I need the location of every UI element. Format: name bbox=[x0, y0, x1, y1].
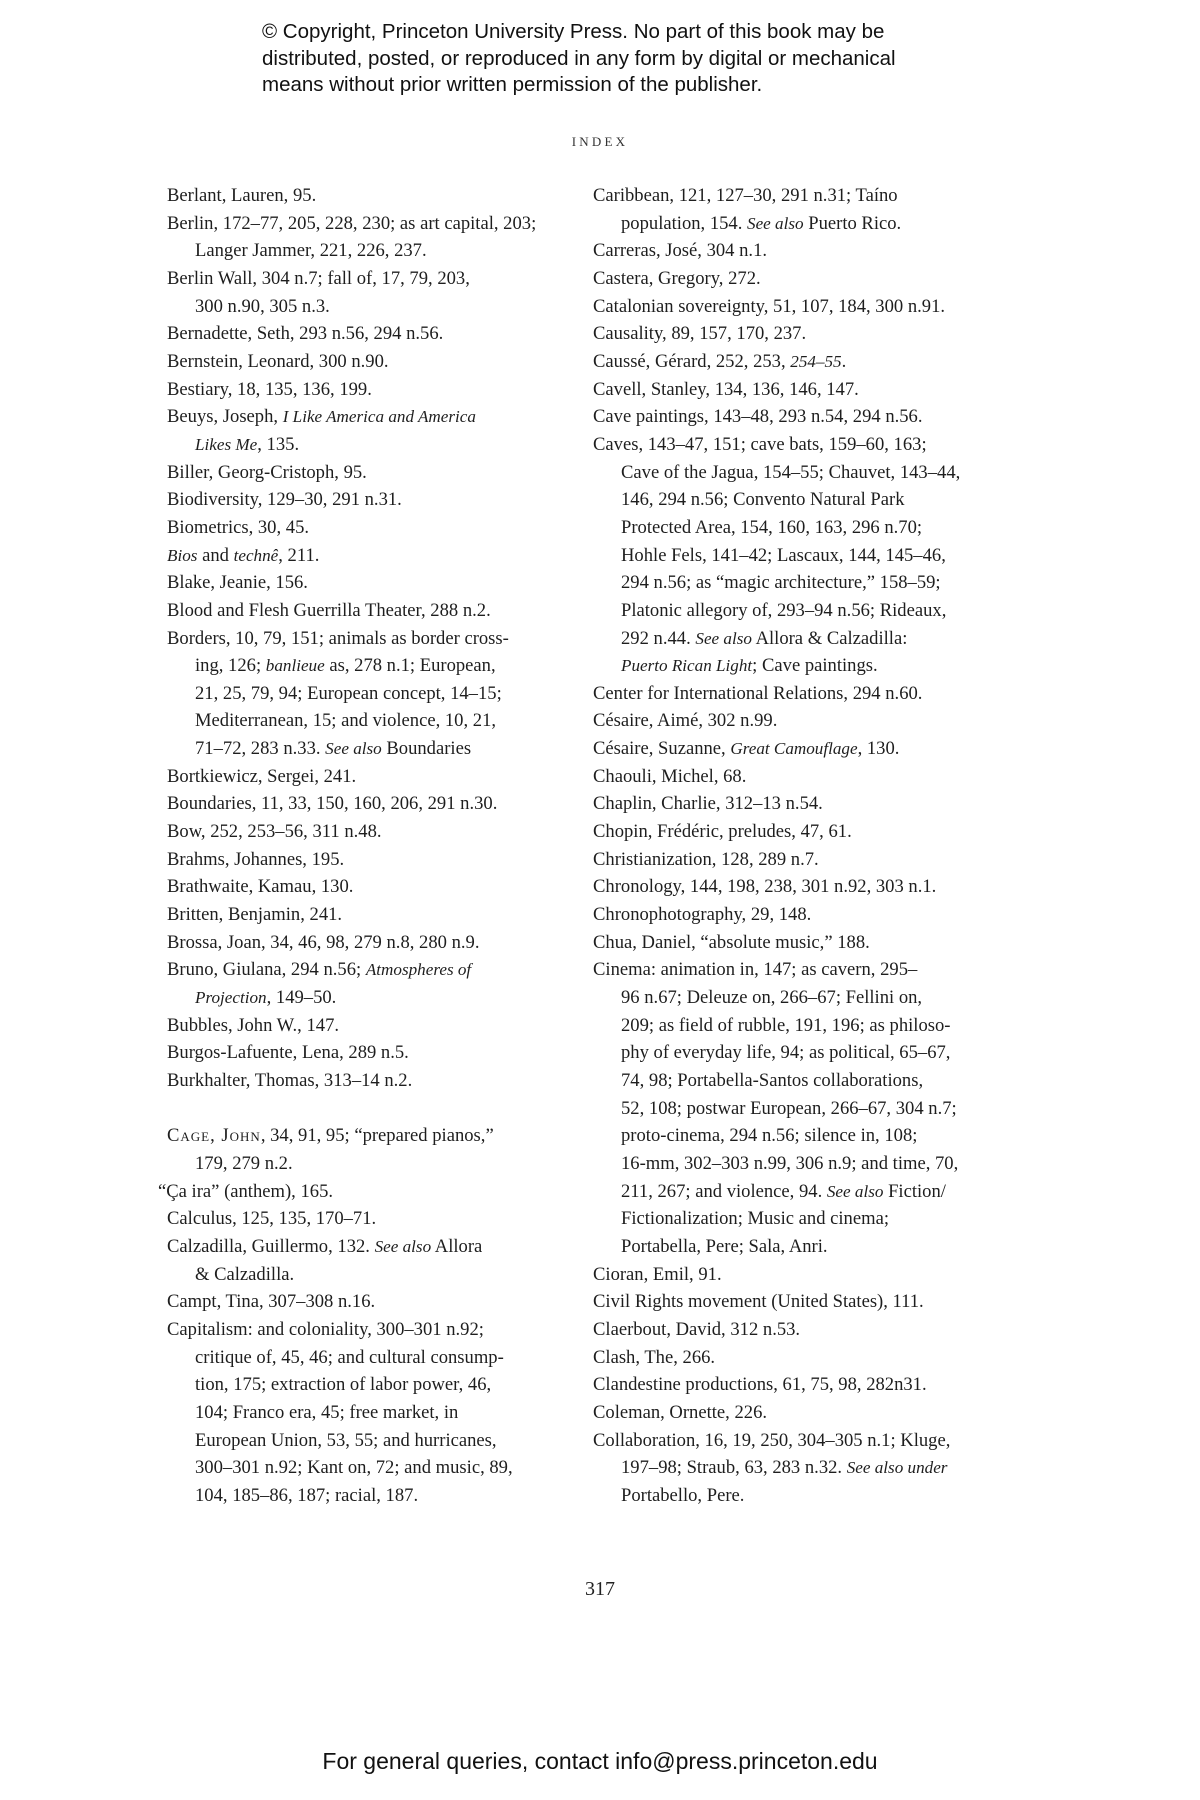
index-entry: Clandestine productions, 61, 75, 98, 282n31. bbox=[593, 1374, 927, 1396]
index-entry: Cage, John, 34, 91, 95; “prepared pianos,” 179, 279 n.2. bbox=[167, 1125, 494, 1174]
index-entry: Caribbean, 121, 127–30, 291 n.31; Taíno population, 154. See also Puerto Rico. bbox=[593, 185, 902, 234]
index-entry: Britten, Benjamin, 241. bbox=[167, 904, 343, 926]
index-entry: Causality, 89, 157, 170, 237. bbox=[593, 323, 807, 345]
copyright-line: © Copyright, Princeton University Press. No part of this book may be bbox=[262, 20, 885, 43]
index-entry: Biodiversity, 129–30, 291 n.31. bbox=[167, 489, 402, 511]
index-entry: Calzadilla, Guillermo, 132. See also Allora & Calzadilla. bbox=[167, 1235, 483, 1285]
index-entry: Civil Rights movement (United States), 111. bbox=[593, 1291, 924, 1313]
index-entry: Césaire, Suzanne, Great Camouflage, 130. bbox=[593, 738, 900, 760]
running-head: INDEX bbox=[571, 134, 629, 149]
copyright-line: means without prior written permission of the publisher. bbox=[262, 73, 763, 96]
index-entry: Chua, Daniel, “absolute music,” 188. bbox=[593, 931, 870, 953]
index-entry: Cave paintings, 143–48, 293 n.54, 294 n.56. bbox=[593, 406, 923, 428]
index-entry: Coleman, Ornette, 226. bbox=[593, 1401, 768, 1423]
index-entry: Collaboration, 16, 19, 250, 304–305 n.1; Kluge, 197–98; Straub, 63, 283 n.32. See also under Portabello, Pere. bbox=[593, 1429, 951, 1506]
index-entry: “Ça ira” (anthem), 165. bbox=[158, 1180, 334, 1202]
copyright-notice bbox=[262, 19, 1022, 99]
index-column-left bbox=[158, 182, 567, 1509]
index-entry: Calculus, 125, 135, 170–71. bbox=[167, 1208, 377, 1230]
index-entry: Burgos-Lafuente, Lena, 289 n.5. bbox=[167, 1042, 409, 1064]
index-entry: Chronology, 144, 198, 238, 301 n.92, 303 n.1. bbox=[593, 876, 937, 898]
contact-footer: For general queries, contact info@press.princeton.edu bbox=[322, 1748, 878, 1774]
index-entry: Bow, 252, 253–56, 311 n.48. bbox=[167, 821, 382, 843]
index-column-right bbox=[593, 182, 993, 1510]
index-entry: Center for International Relations, 294 n.60. bbox=[593, 682, 923, 704]
index-entry: Bernstein, Leonard, 300 n.90. bbox=[167, 350, 389, 372]
index-entry: Boundaries, 11, 33, 150, 160, 206, 291 n.30. bbox=[167, 793, 498, 815]
index-entry: Biometrics, 30, 45. bbox=[167, 516, 310, 538]
index-entry: Bruno, Giulana, 294 n.56; Atmospheres of Projection, 149–50. bbox=[167, 959, 472, 1009]
index-entry: Berlin Wall, 304 n.7; fall of, 17, 79, 203, 300 n.90, 305 n.3. bbox=[167, 267, 470, 317]
index-entry: Carreras, José, 304 n.1. bbox=[593, 240, 768, 262]
index-entry: Brahms, Johannes, 195. bbox=[167, 848, 345, 870]
index-entry: Bios and technê, 211. bbox=[167, 544, 320, 566]
index-entry: Bortkiewicz, Sergei, 241. bbox=[167, 765, 357, 787]
index-entry: Burkhalter, Thomas, 313–14 n.2. bbox=[167, 1070, 413, 1091]
index-entry: Catalonian sovereignty, 51, 107, 184, 300 n.91. bbox=[593, 295, 946, 317]
index-entry: Chopin, Frédéric, preludes, 47, 61. bbox=[593, 821, 852, 843]
index-entry: Berlin, 172–77, 205, 228, 230; as art capital, 203; Langer Jammer, 221, 226, 237. bbox=[167, 212, 537, 262]
index-entry: Chronophotography, 29, 148. bbox=[593, 904, 812, 926]
index-entry: Bestiary, 18, 135, 136, 199. bbox=[167, 378, 372, 400]
index-entry: Caves, 143–47, 151; cave bats, 159–60, 163; Cave of the Jagua, 154–55; Chauvet, 143–44, 146, 294 n.56; Convento Natural Park Protected Area, 154, 160, 163, 296 n.70; Hohle Fels, 141–42; Lascaux, 144, 145–46, 294 n.56; as “magic architecture,” 158–59; Platonic allegory of, 293–94 n.56; Rideaux, 292 n.44. See also Allora & Calzadilla: Puerto Rican Light; Cave paintings. bbox=[593, 433, 961, 677]
letter-section-gap bbox=[167, 1095, 567, 1123]
index-entry: Cinema: animation in, 147; as cavern, 295– 96 n.67; Deleuze on, 266–67; Fellini on, 209; as field of rubble, 191, 196; as philoso- phy of everyday life, 94; as political, 65–67, 74, 98; Portabella-Santos collaborations, 52, 108; postwar European, 266–67, 304 n.7; proto-cinema, 294 n.56; silence in, 108; 16-mm, 302–303 n.99, 306 n.9; and time, 70, 211, 267; and violence, 94. See also Fiction/ Fictionalization; Music and cinema; Portabella, Pere; Sala, Anri. bbox=[593, 959, 959, 1257]
index-entry: Cavell, Stanley, 134, 136, 146, 147. bbox=[593, 378, 859, 400]
index-entry: Chaplin, Charlie, 312–13 n.54. bbox=[593, 793, 823, 815]
index-entry: Borders, 10, 79, 151; animals as border cross- ing, 126; banlieue as, 278 n.1; European, 21, 25, 79, 94; European concept, 14–15; Mediterranean, 15; and violence, 10, 21, 71–72, 283 n.33. See also Boundaries bbox=[167, 627, 509, 760]
index-entry: Caussé, Gérard, 252, 253, 254–55. bbox=[593, 350, 847, 372]
index-entry: Capitalism: and coloniality, 300–301 n.92; critique of, 45, 46; and cultural consump- tion, 175; extraction of labor power, 46, 104; Franco era, 45; free market, in European Union, 53, 55; and hurricanes, 300–301 n.92; Kant on, 72; and music, 89, 104, 185–86, 187; racial, 187. bbox=[167, 1318, 513, 1506]
index-entry: Beuys, Joseph, I Like America and America Likes Me, 135. bbox=[167, 406, 476, 455]
index-entry: Césaire, Aimé, 302 n.99. bbox=[593, 710, 778, 732]
index-entry: Clash, The, 266. bbox=[593, 1346, 716, 1368]
index-entry: Claerbout, David, 312 n.53. bbox=[593, 1318, 801, 1340]
index-entry: Castera, Gregory, 272. bbox=[593, 267, 761, 289]
index-entry: Blood and Flesh Guerrilla Theater, 288 n.2. bbox=[167, 599, 491, 621]
index-entry: Bubbles, John W., 147. bbox=[167, 1014, 340, 1036]
index-entry: Christianization, 128, 289 n.7. bbox=[593, 848, 819, 870]
copyright-line: distributed, posted, or reproduced in any form by digital or mechanical bbox=[262, 46, 896, 70]
index-entry: Brossa, Joan, 34, 46, 98, 279 n.8, 280 n.9. bbox=[167, 931, 480, 953]
index-entry: Brathwaite, Kamau, 130. bbox=[167, 876, 354, 898]
index-entry: Cioran, Emil, 91. bbox=[593, 1263, 722, 1285]
index-entry: Berlant, Lauren, 95. bbox=[167, 185, 317, 206]
index-entry: Campt, Tina, 307–308 n.16. bbox=[167, 1291, 376, 1313]
index-entry: Biller, Georg-Cristoph, 95. bbox=[167, 461, 367, 483]
index-entry: Blake, Jeanie, 156. bbox=[167, 572, 308, 594]
page-number: 317 bbox=[585, 1578, 615, 1600]
index-entry: Bernadette, Seth, 293 n.56, 294 n.56. bbox=[167, 323, 444, 345]
index-entry: Chaouli, Michel, 68. bbox=[593, 765, 747, 787]
